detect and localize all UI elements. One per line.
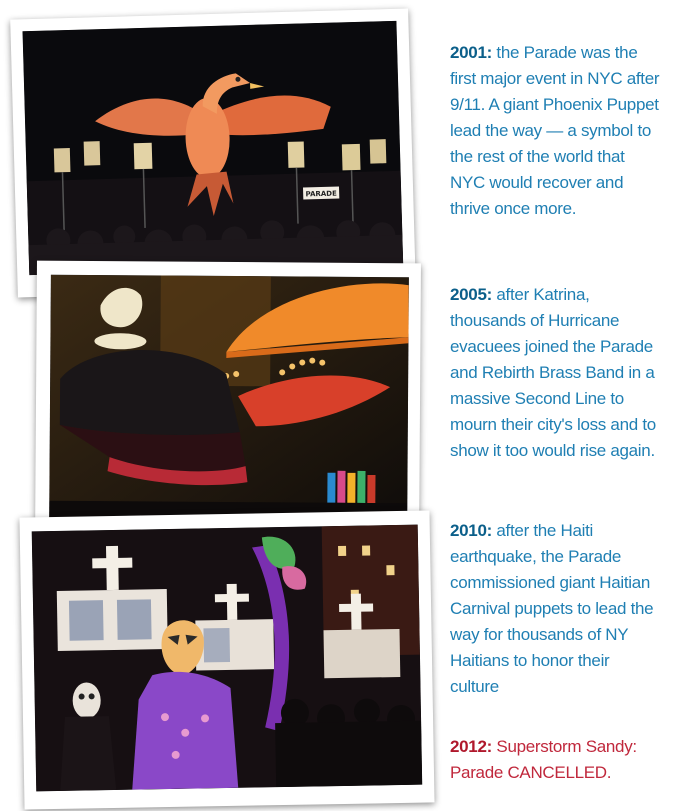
photo-card-2010-haiti (19, 510, 434, 809)
entry-2005 (450, 282, 660, 464)
year-2012: 2012: (450, 737, 492, 756)
photo-card-2005-katrina (35, 261, 421, 546)
year-2005: 2005: (450, 285, 492, 304)
haiti-carnival-photo (32, 525, 422, 792)
photo-card-2001-phoenix (10, 8, 416, 297)
entry-2012 (450, 734, 660, 786)
entry-2001 (450, 40, 660, 222)
katrina-umbrella-photo (49, 275, 409, 525)
phoenix-puppet-photo (23, 21, 404, 275)
entry-2005-text: after Katrina, thousands of Hurricane evacuees joined the Parade and Rebirth Brass Band in a massive Second Line to mourn their city's loss and to show it too would rise again. (450, 285, 656, 460)
entry-2012-text: Superstorm Sandy: Parade CANCELLED. (450, 737, 637, 782)
entry-2010 (450, 518, 660, 700)
year-2010: 2010: (450, 521, 492, 540)
parade-sign: PARADE (305, 189, 337, 199)
entry-2010-text: after the Haiti earthquake, the Parade commissioned giant Haitian Carnival puppets to lead the way for thousands of NY Haitians to honor their culture (450, 521, 654, 696)
carnival-scene (32, 525, 422, 792)
umbrella-scene (49, 275, 409, 525)
phoenix-scene (23, 21, 404, 275)
entry-2001-text: the Parade was the first major event in NYC after 9/11. A giant Phoenix Puppet lead the way — a symbol to the rest of the world that NYC would recover and thrive once more. (450, 43, 660, 218)
year-2001: 2001: (450, 43, 492, 62)
